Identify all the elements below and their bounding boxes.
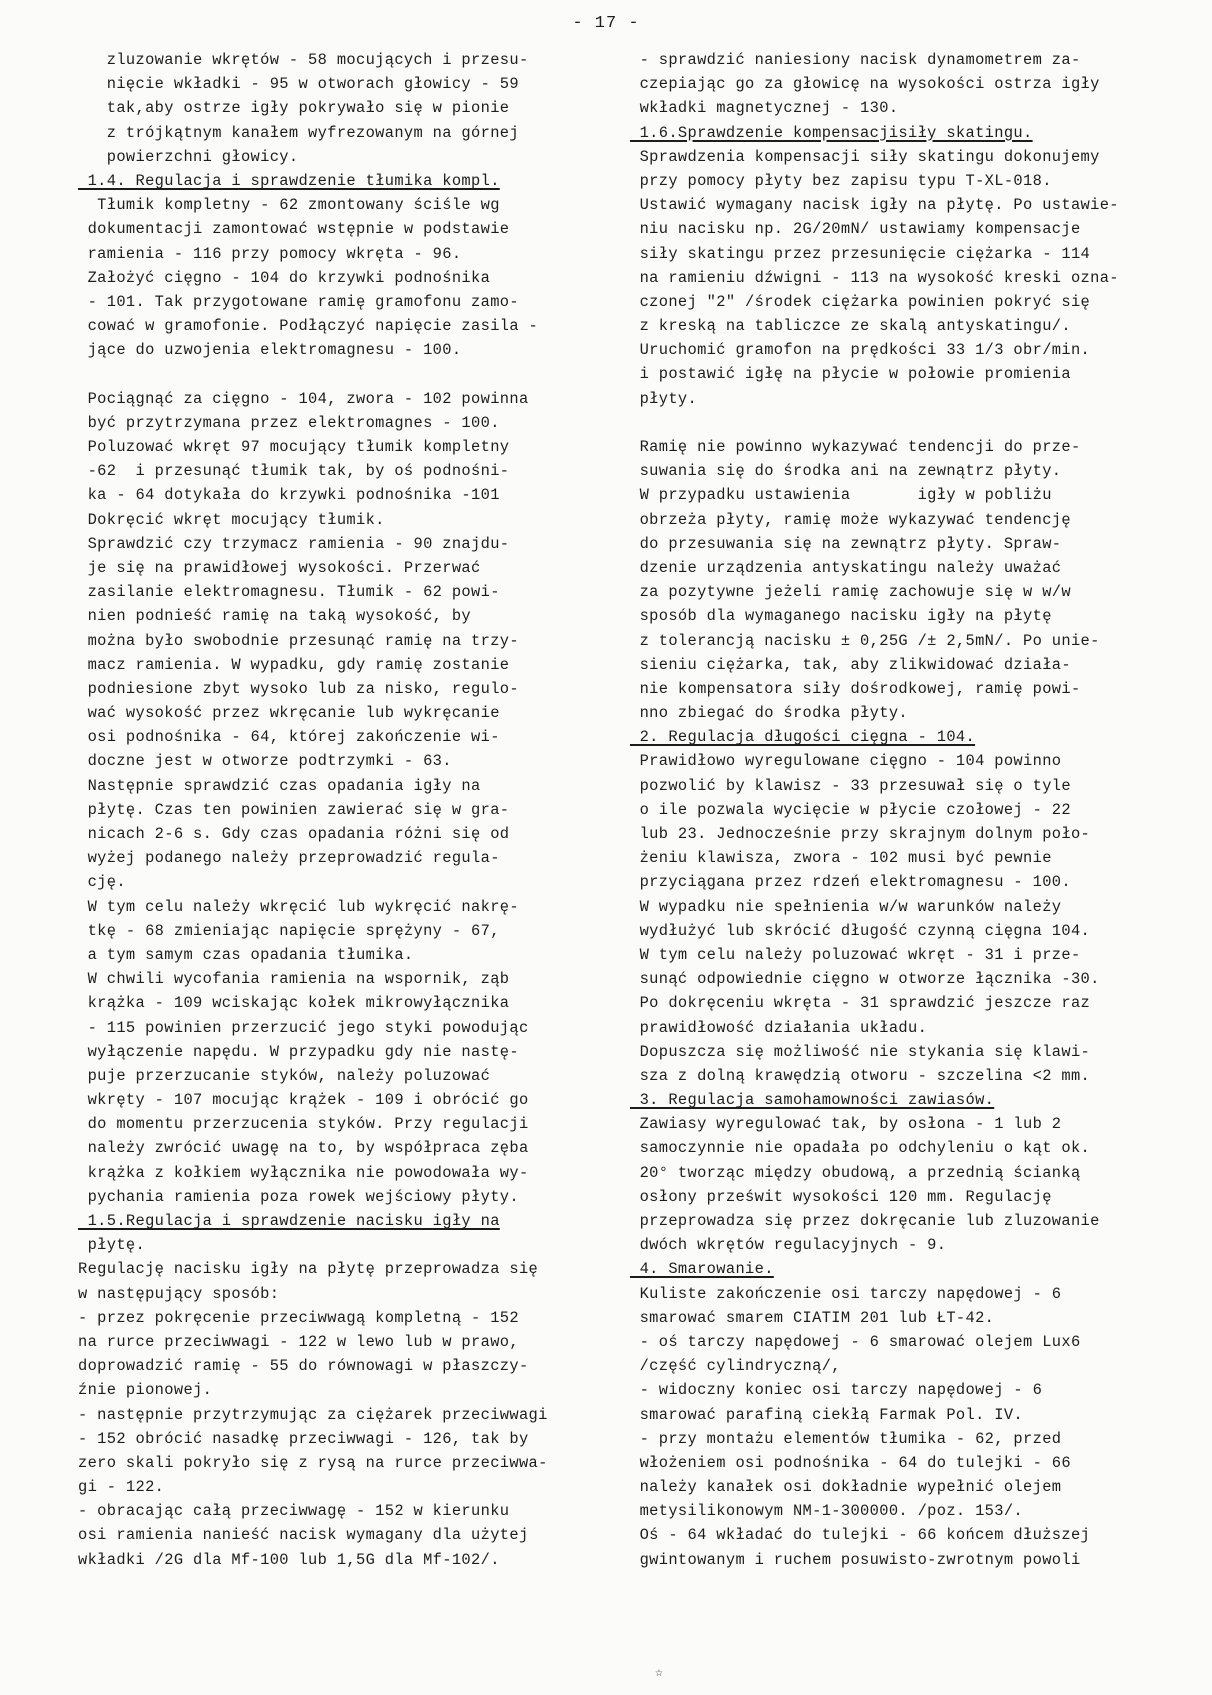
text-line: - przez pokręcenie przeciwwagą kompletną - 152 <box>78 1308 519 1327</box>
text-line: Poluzować wkręt 97 mocujący tłumik kompletny <box>78 438 510 456</box>
text-line: do momentu przerzucenia styków. Przy regulacji <box>78 1115 529 1134</box>
text-line: - sprawdzić naniesiony nacisk dynamometrem za- <box>630 51 1081 69</box>
text-line: nięcie wkładki - 95 w otworach głowicy - 59 <box>78 75 519 94</box>
text-line: czepiając go za głowicę na wysokości ostrza igły <box>630 75 1100 94</box>
text-line: - obracając całą przeciwwagę - 152 w kierunku <box>78 1502 510 1521</box>
text-line: Kuliste zakończenie osi tarczy napędowej - 6 <box>630 1284 1062 1303</box>
text-line: zero skali pokryło się z rysą na rurce przeciwwa- <box>78 1453 548 1472</box>
text-line: - widoczny koniec osi tarczy napędowej - 6 <box>630 1381 1043 1400</box>
text-line: W wypadku nie spełnienia w/w warunków należy <box>630 897 1062 916</box>
text-line: z trójkątnym kanałem wyfrezowanym na górnej <box>78 123 519 142</box>
text-line: dzenie urządzenia antyskatingu należy uważać <box>630 558 1062 577</box>
section-heading: 2. Regulacja długości cięgna - 104. <box>630 728 976 747</box>
text-line: wkręty - 107 mocując krążek - 109 i obrócić go <box>78 1091 529 1110</box>
text-line: macz ramienia. W wypadku, gdy ramię zostanie <box>78 655 510 674</box>
text-line: Tłumik kompletny - 62 zmontowany ściśle wg <box>78 196 500 215</box>
text-line <box>630 411 1175 435</box>
text-line: - 101. Tak przygotowane ramię gramofonu zamo- <box>78 292 519 311</box>
text-line: na ramieniu dźwigni - 113 na wysokość kreski ozna- <box>630 268 1119 287</box>
text-line: wyżej podanego należy przeprowadzić regula- <box>78 849 500 868</box>
text-line: -62 i przesunąć tłumik tak, by oś podnośni- <box>78 462 510 481</box>
section-heading: 1.5.Regulacja i sprawdzenie nacisku igły na <box>78 1212 500 1230</box>
text-line: podniesione zbyt wysoko lub za nisko, regulo- <box>78 679 519 698</box>
text-line: gwintowanym i ruchem posuwisto-zwrotnym powoli <box>630 1550 1081 1569</box>
text-line: puje przerzucanie styków, należy poluzować <box>78 1066 491 1085</box>
text-line: przeprowadza się przez dokręcanie lub zluzowanie <box>630 1212 1100 1230</box>
text-line: pychania ramienia poza rowek wejściowy płyty. <box>78 1187 519 1206</box>
section-heading: 3. Regulacja samohamowności zawiasów. <box>630 1091 995 1110</box>
text-line: jące do uzwojenia elektromagnesu - 100. <box>78 341 462 360</box>
text-line: dokumentacji zamontować wstępnie w podstawie <box>78 220 510 239</box>
text-line: do przesuwania się na zewnątrz płyty. Spraw- <box>630 534 1062 553</box>
text-line: żeniu klawisza, zwora - 102 musi być pewnie <box>630 849 1052 868</box>
right-text-column <box>630 48 1175 1572</box>
text-line: W tym celu należy poluzować wkręt - 31 i prze- <box>630 945 1081 964</box>
text-line: Sprawdzenia kompensacji siły skatingu dokonujemy <box>630 147 1100 166</box>
text-line: W przypadku ustawienia igły w pobliżu <box>630 486 1052 505</box>
text-line: włożeniem osi podnośnika - 64 do tulejki - 66 <box>630 1453 1071 1472</box>
text-line: /część cylindryczną/, <box>630 1357 841 1376</box>
text-line: sza z dolną krawędzią otworu - szczelina <2 mm. <box>630 1066 1091 1085</box>
text-line: cować w gramofonie. Podłączyć napięcie zasila - <box>78 317 539 336</box>
left-text-column <box>78 48 598 1572</box>
text-line: je się na prawidłowej wysokości. Przerwać <box>78 558 481 577</box>
text-line: wać wysokość przez wkręcanie lub wykręcanie <box>78 704 500 723</box>
text-line: płytę. Czas ten powinien zawierać się w gra- <box>78 800 510 819</box>
text-line: sunąć odpowiednie cięgno w otworze łącznika -30. <box>630 970 1100 989</box>
section-heading: 4. Smarowanie. <box>630 1260 774 1279</box>
text-line: ramienia - 116 przy pomocy wkręta - 96. <box>78 244 462 263</box>
text-line: doczne jest w otworze podtrzymki - 63. <box>78 752 452 771</box>
text-line: nno zbiegać do środka płyty. <box>630 704 908 723</box>
text-line: - oś tarczy napędowej - 6 smarować olejem Lux6 <box>630 1332 1081 1351</box>
text-line: płyty. <box>630 389 698 408</box>
text-line: - następnie przytrzymując za ciężarek przeciwwagi <box>78 1405 548 1424</box>
text-line: na rurce przeciwwagi - 122 w lewo lub w prawo, <box>78 1332 519 1351</box>
text-line: nicach 2-6 s. Gdy czas opadania różni się od <box>78 825 510 843</box>
text-line: wkładki magnetycznej - 130. <box>630 99 899 118</box>
text-line: osi podnośnika - 64, której zakończenie wi- <box>78 728 500 747</box>
text-line: i postawić igłę na płycie w połowie promienia <box>630 365 1071 384</box>
text-line: wyłączenie napędu. W przypadku gdy nie nastę- <box>78 1042 519 1061</box>
text-line: nie kompensatora siły dośrodkowej, ramię powi- <box>630 679 1081 698</box>
text-line: tkę - 68 zmieniając napięcie sprężyny - 67, <box>78 921 500 940</box>
text-line: Oś - 64 wkładać do tulejki - 66 końcem dłuższej <box>630 1526 1091 1545</box>
text-line: Uruchomić gramofon na prędkości 33 1/3 obr/min. <box>630 341 1091 360</box>
text-line: Następnie sprawdzić czas opadania igły na <box>78 776 481 795</box>
text-line: Dokręcić wkręt mocujący tłumik. <box>78 510 385 529</box>
text-line: tak,aby ostrze igły pokrywało się w pionie <box>78 99 510 118</box>
text-line: sposób dla wymaganego nacisku igły na płytę <box>630 607 1052 626</box>
text-line: - przy montażu elementów tłumika - 62, przed <box>630 1429 1062 1448</box>
text-line: czonej "2" /środek ciężarka powinien pokryć się <box>630 292 1091 311</box>
text-line: suwania się do środka ani na zewnątrz płyty. <box>630 462 1062 481</box>
text-line <box>78 362 598 386</box>
text-line: 20° tworząc między obudową, a przednią ścianką <box>630 1163 1081 1182</box>
text-line: smarować smarem CIATIM 201 lub ŁT-42. <box>630 1308 995 1327</box>
text-line: metysilikonowym NM-1-300000. /poz. 153/. <box>630 1502 1024 1521</box>
text-line: w następujący sposób: <box>78 1284 280 1303</box>
text-line: Dopuszcza się możliwość nie stykania się klawi- <box>630 1042 1091 1061</box>
section-heading: 1.4. Regulacja i sprawdzenie tłumika kompl. <box>78 171 500 190</box>
text-line: W chwili wycofania ramienia na wspornik, ząb <box>78 970 510 989</box>
text-line: Pociągnąć za cięgno - 104, zwora - 102 powinna <box>78 389 529 408</box>
text-line: W tym celu należy wkręcić lub wykręcić nakrę- <box>78 897 519 916</box>
text-line: cję. <box>78 873 126 892</box>
text-line: być przytrzymana przez elektromagnes - 100. <box>78 413 500 432</box>
text-line: Założyć cięgno - 104 do krzywki podnośnika <box>78 268 491 287</box>
text-line: Ramię nie powinno wykazywać tendencji do prze- <box>630 438 1081 456</box>
text-line: a tym samym czas opadania tłumika. <box>78 945 414 964</box>
text-line: doprowadzić ramię - 55 do równowagi w płaszczy- <box>78 1357 529 1376</box>
text-line: osłony prześwit wysokości 120 mm. Regulację <box>630 1187 1052 1206</box>
text-line: z tolerancją nacisku ± 0,25G /± 2,5mN/. Po unie- <box>630 631 1100 650</box>
text-line: ka - 64 dotykała do krzywki podnośnika -101 <box>78 486 500 505</box>
text-line: przy pomocy płyty bez zapisu typu T-XL-018. <box>630 171 1052 190</box>
text-line: lub 23. Jednocześnie przy skrajnym dolnym poło- <box>630 825 1091 843</box>
text-line: osi ramienia nanieść nacisk wymagany dla użytej <box>78 1526 529 1545</box>
text-line: Regulację nacisku igły na płytę przeprowadza się <box>78 1260 539 1279</box>
text-line: przyciągana przez rdzeń elektromagnesu - 100. <box>630 873 1071 892</box>
text-line: Zawiasy wyregulować tak, by osłona - 1 lub 2 <box>630 1115 1062 1134</box>
text-line: - 115 powinien przerzucić jego styki powodując <box>78 1018 529 1037</box>
text-line: za pozytywne jeżeli ramię zachowuje się w w/w <box>630 583 1071 602</box>
text-line: źnie pionowej. <box>78 1381 213 1400</box>
text-line: gi - 122. <box>78 1478 165 1497</box>
text-line: wydłużyć lub skrócić długość czynną cięgna 104. <box>630 921 1091 940</box>
section-heading: 1.6.Sprawdzenie kompensacjisiły skatingu. <box>630 123 1033 142</box>
text-line: Ustawić wymagany nacisk igły na płytę. Po ustawie- <box>630 196 1119 215</box>
text-line: należy kanałek osi dokładnie wypełnić olejem <box>630 1478 1062 1497</box>
text-line: płytę. <box>78 1236 146 1255</box>
text-line: z kreską na tabliczce ze skalą antyskatingu/. <box>630 317 1071 336</box>
text-line: pozwolić by klawisz - 33 przesuwał się o tyle <box>630 776 1071 795</box>
text-line: Po dokręceniu wkręta - 31 sprawdzić jeszcze raz <box>630 994 1091 1013</box>
footer-mark: ☆ <box>655 1665 663 1680</box>
text-line: smarować parafiną ciekłą Farmak Pol. IV. <box>630 1405 1024 1424</box>
text-line: można było swobodnie przesunąć ramię na trzy- <box>78 631 519 650</box>
text-line: prawidłowość działania układu. <box>630 1018 928 1037</box>
text-line: powierzchni głowicy. <box>78 147 299 166</box>
text-line: dwóch wkrętów regulacyjnych - 9. <box>630 1236 947 1255</box>
text-line: należy zwrócić uwagę na to, by współpraca zęba <box>78 1139 529 1158</box>
text-line: sieniu ciężarka, tak, aby zlikwidować działa- <box>630 655 1071 674</box>
text-line: - 152 obrócić nasadkę przeciwwagi - 126, tak by <box>78 1429 529 1448</box>
text-line: wkładki /2G dla Mf-100 lub 1,5G dla Mf-102/. <box>78 1550 500 1569</box>
text-line: zluzowanie wkrętów - 58 mocujących i przesu- <box>78 51 529 69</box>
text-line: siły skatingu przez przesunięcie ciężarka - 114 <box>630 244 1091 263</box>
text-line: Sprawdzić czy trzymacz ramienia - 90 znajdu- <box>78 534 510 553</box>
text-line: obrzeża płyty, ramię może wykazywać tendencję <box>630 510 1071 529</box>
text-line: nien podnieść ramię na taką wysokość, by <box>78 607 472 626</box>
page-number: - 17 - <box>572 14 640 33</box>
text-line: o ile pozwala wycięcie w płycie czołowej - 22 <box>630 800 1071 819</box>
text-line: niu nacisku np. 2G/20mN/ ustawiamy kompensacje <box>630 220 1081 239</box>
text-line: krążka z kołkiem wyłącznika nie powodowała wy- <box>78 1163 529 1182</box>
text-line: samoczynnie nie opadała po odchyleniu o kąt ok. <box>630 1139 1091 1158</box>
text-line: Prawidłowo wyregulowane cięgno - 104 powinno <box>630 752 1062 771</box>
text-line: krążka - 109 wciskając kołek mikrowyłącznika <box>78 994 510 1013</box>
text-line: zasilanie elektromagnesu. Tłumik - 62 powi- <box>78 583 500 602</box>
